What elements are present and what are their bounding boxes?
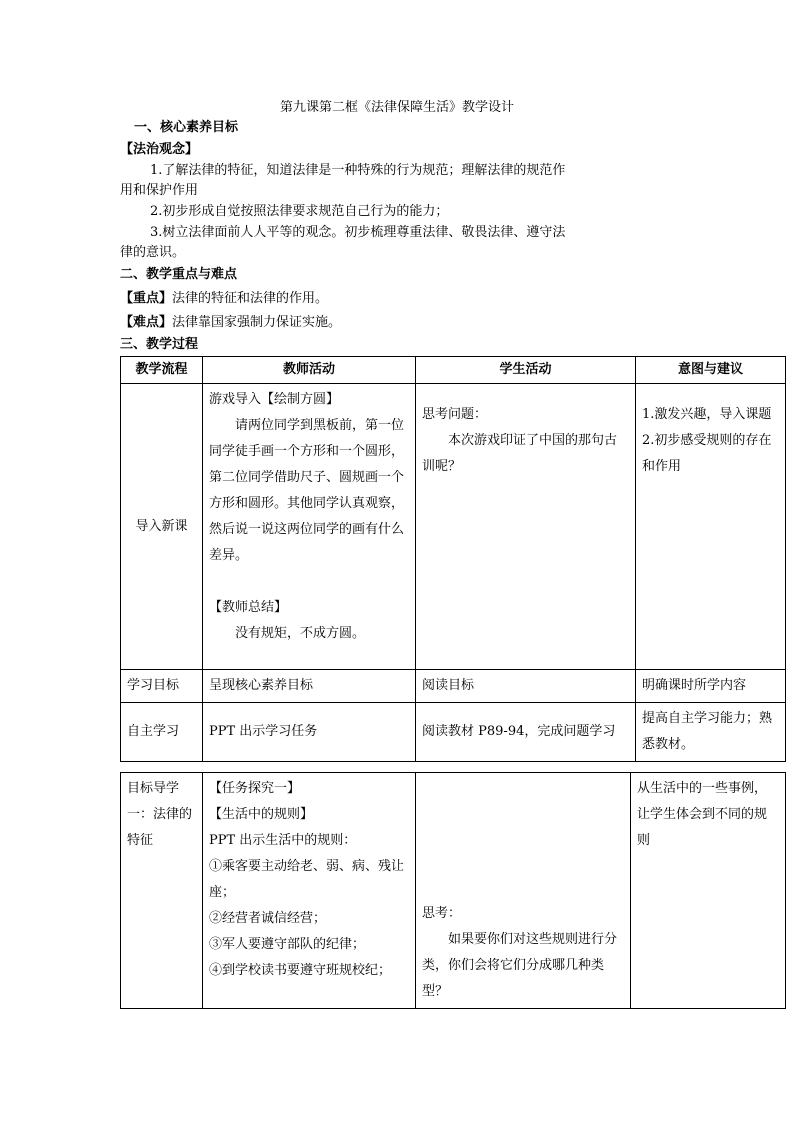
cell-student: 阅读教材 P89-94，完成问题学习 [416,703,636,762]
cell-intent [636,384,786,670]
table-row [121,773,786,1009]
teacher-line: 【任务探究一】 [209,781,301,796]
key-point [120,290,328,308]
table-row [121,703,786,762]
teacher-line: ①乘客要主动给老、弱、病、残让座； [209,859,405,900]
diff-text: 法律靠国家强制力保证实施。 [172,315,342,330]
student-line: 本次游戏印证了中国的那句古训呢？ [422,433,618,474]
teacher-line: 没有规矩，不成方圆。 [235,626,366,641]
process-table-1 [120,356,786,762]
doc-title: 第九课第二框《法律保障生活》教学设计 [279,100,514,115]
teacher-line: ②经营者诚信经营； [209,911,327,926]
cell-flow: 目标导学一：法律的特征 [121,773,203,1009]
teacher-line: ④到学校读书要遵守班规校纪； [209,963,392,978]
student-line: 思考： [422,906,462,921]
process-table-2 [120,772,786,1009]
header-intent: 意图与建议 [636,357,786,384]
tag-fazhi: 【法治观念】 [120,142,199,157]
teacher-line: ③军人要遵守部队的纪律； [209,937,366,952]
header-student: 学生活动 [416,357,636,384]
cell-student: 阅读目标 [416,670,636,703]
goal-3b: 律的意识。 [120,245,186,260]
cell-intent: 提高自主学习能力；熟悉教材。 [636,703,786,762]
cell-flow: 学习目标 [121,670,203,703]
cell-teacher: PPT 出示学习任务 [203,703,416,762]
cell-intent: 明确课时所学内容 [636,670,786,703]
key-tag: 【重点】 [120,291,173,306]
goal-1b: 用和保护作用 [120,183,199,198]
cell-flow: 自主学习 [121,703,203,762]
cell-student [416,384,636,670]
goal-2: 2.初步形成自觉按照法律要求规范自己行为的能力； [150,204,449,219]
section-1-heading: 一、核心素养目标 [134,120,239,135]
diff-tag: 【难点】 [120,315,173,330]
teacher-line: 【生活中的规则】 [209,807,314,822]
key-text: 法律的特征和法律的作用。 [172,291,329,306]
section-3-heading: 三、教学过程 [120,337,199,352]
teacher-line: PPT 出示生活中的规则： [209,833,357,848]
cell-student [416,773,631,1009]
cell-teacher [203,384,416,670]
cell-intent: 从生活中的一些事例，让学生体会到不同的规则 [631,773,786,1009]
section-2-heading: 二、教学重点与难点 [120,267,238,282]
goal-1a: 1.了解法律的特征，知道法律是一种特殊的行为规范；理解法律的规范作 [150,163,566,178]
cell-flow: 导入新课 [121,384,203,670]
student-line: 如果要你们对这些规则进行分类，你们会将它们分成哪几种类型？ [422,932,618,999]
student-line: 思考问题： [422,407,488,422]
teacher-line: 【教师总结】 [209,600,288,615]
goal-3a: 3.树立法律面前人人平等的观念。初步梳理尊重法律、敬畏法律、遵守法 [150,225,566,240]
table-header-row [121,357,786,384]
intent-line: 1.激发兴趣，导入课题 [642,407,772,422]
table-row [121,670,786,703]
difficult-point [120,314,341,332]
cell-teacher [203,773,416,1009]
header-flow: 教学流程 [121,357,203,384]
intent-line: 2.初步感受规则的存在和作用 [642,433,772,474]
cell-teacher: 呈现核心素养目标 [203,670,416,703]
teacher-line: 请两位同学到黑板前，第一位同学徒手画一个方形和一个圆形，第二位同学借助尺子、圆规画一个方形和圆形。其他同学认真观察，然后说一说这两位同学的画有什么差异。 [209,418,405,563]
header-teacher: 教师活动 [203,357,416,384]
teacher-line: 游戏导入【绘制方圆】 [209,392,340,407]
teacher-line [209,569,409,595]
table-row [121,384,786,670]
